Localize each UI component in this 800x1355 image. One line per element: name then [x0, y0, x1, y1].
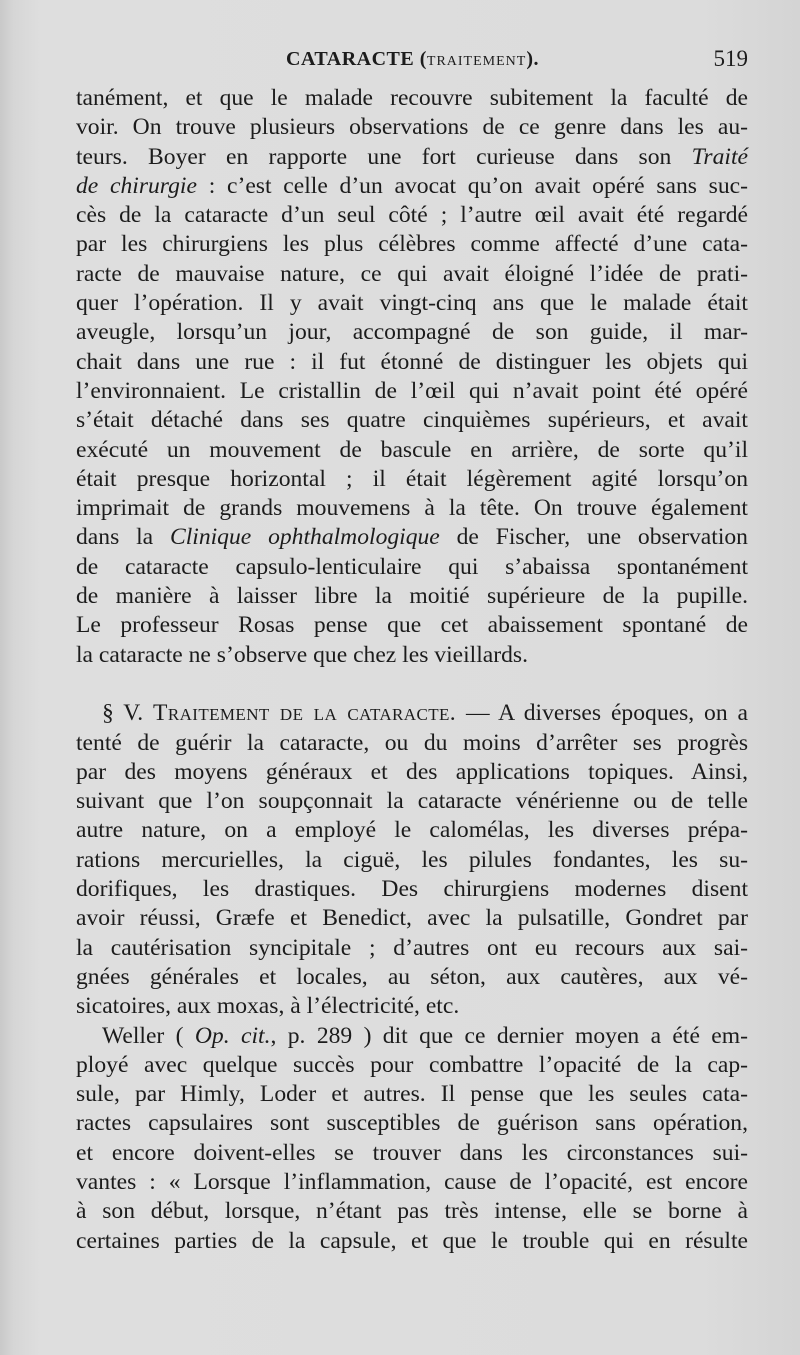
- text-line: ployé avec quelque succès pour combattre l’opacité de la cap-: [76, 1051, 748, 1078]
- page-header: [76, 44, 748, 78]
- running-head-title: CATARACTE: [286, 48, 415, 70]
- text-line: chait dans une rue : il fut étonné de distinguer les objets qui: [76, 348, 748, 375]
- text-line: par des moyens généraux et des applications topiques. Ainsi,: [76, 758, 748, 785]
- text-line: l’environnaient. Le cristallin de l’œil qui n’avait point été opéré: [76, 377, 748, 404]
- page-number: 519: [713, 46, 748, 71]
- text-line: aveugle, lorsqu’un jour, accompagné de son guide, il mar-: [76, 319, 748, 346]
- paragraph-gap: [76, 670, 748, 699]
- section-heading: Traitement de la cataracte.: [153, 700, 457, 727]
- text-run: — A diverses époques, on a: [456, 700, 748, 727]
- text-line: avoir réussi, Græfe et Benedict, avec la pulsatille, Gondret par: [76, 905, 748, 932]
- text-line: rations mercurielles, la ciguë, les pilules fondantes, les su-: [76, 846, 748, 873]
- text-line: exécuté un mouvement de bascule en arrière, de sorte qu’il: [76, 436, 748, 463]
- text-line: de cataracte capsulo-lenticulaire qui s’abaissa spontanément: [76, 553, 748, 580]
- text-line: tenté de guérir la cataracte, ou du moins d’arrêter ses progrès: [76, 729, 748, 756]
- text-line: et encore doivent-elles se trouver dans les circonstances sui-: [76, 1139, 748, 1166]
- text-line: racte de mauvaise nature, ce qui avait éloigné l’idée de prati-: [76, 260, 748, 287]
- text-line: tanément, et que le malade recouvre subitement la faculté de: [76, 85, 748, 111]
- running-head: [286, 48, 539, 71]
- text-line: par les chirurgiens les plus célèbres comme affecté d’une cata-: [76, 231, 748, 258]
- text-line: ractes capsulaires sont susceptibles de guérison sans opération,: [76, 1110, 748, 1137]
- text-line: était presque horizontal ; il était légèrement agité lorsqu’on: [76, 465, 748, 492]
- text-line: vantes : « Lorsque l’inflammation, cause de l’opacité, est encore: [76, 1168, 748, 1195]
- text-line: la cautérisation syncipitale ; d’autres ont eu recours aux sai-: [76, 934, 748, 961]
- text-run: teurs. Boyer en rapporte une fort curieuse dans son: [76, 143, 692, 170]
- text-line: cès de la cataracte d’un seul côté ; l’autre œil avait été regardé: [76, 202, 748, 229]
- italic-title-chirurgie: de chirurgie: [76, 172, 197, 199]
- text-line: Le professeur Rosas pense que cet abaissement spontané de: [76, 612, 748, 639]
- text-line: quer l’opération. Il y avait vingt-cinq ans que le malade était: [76, 290, 748, 317]
- text-line: [76, 523, 748, 552]
- text-run: dans la: [76, 524, 170, 551]
- text-run: de Fischer, une observation: [439, 524, 748, 551]
- text-line: la cataracte ne s’observe que chez les vieillards.: [76, 641, 528, 668]
- text-line: dorifiques, les drastiques. Des chirurgiens modernes disent: [76, 876, 748, 903]
- text-line: sicatoires, aux moxas, à l’électricité, etc.: [76, 993, 460, 1020]
- text-line: sule, par Himly, Loder et autres. Il pense que les seules cata-: [76, 1081, 748, 1108]
- italic-title-traite: Traité: [691, 143, 748, 170]
- text-line: [76, 172, 748, 201]
- body-text: [76, 84, 748, 1256]
- italic-citation: Op. cit.: [194, 1022, 271, 1049]
- text-line: suivant que l’on soupçonnait la cataracte vénérienne ou de telle: [76, 788, 748, 815]
- text-run: , p. 289 ) dit que ce dernier moyen a été em-: [270, 1022, 748, 1049]
- running-head-paren-close: ).: [526, 48, 539, 70]
- text-line: autre nature, on a employé le calomélas, les diverses prépa-: [76, 817, 748, 844]
- text-run: : c’est celle d’un avocat qu’on avait opéré sans suc-: [196, 172, 748, 199]
- text-line: certaines parties de la capsule, et que le trouble qui en résulte: [76, 1227, 748, 1254]
- text-line: imprimait de grands mouvemens à la tête. On trouve également: [76, 495, 748, 522]
- italic-title-clinique: Clinique ophthalmologique: [169, 524, 440, 551]
- text-line: gnées générales et locales, au séton, aux cautères, aux vé-: [76, 963, 748, 990]
- section-heading-line: [76, 699, 748, 728]
- text-line: s’était détaché dans ses quatre cinquièmes supérieurs, et avait: [76, 407, 748, 434]
- text-line: [76, 1022, 748, 1051]
- text-line: de manière à laisser libre la moitié supérieure de la pupille.: [76, 583, 748, 610]
- running-head-subtitle: TRAITEMENT: [426, 54, 527, 69]
- section-number: § V.: [102, 700, 154, 727]
- text-line: à son début, lorsque, n’étant pas très intense, elle se borne à: [76, 1198, 748, 1225]
- text-line: voir. On trouve plusieurs observations de ce genre dans les au-: [76, 114, 748, 141]
- running-head-paren-open: (: [414, 48, 427, 70]
- text-run: Weller (: [102, 1022, 195, 1049]
- text-line: [76, 143, 748, 172]
